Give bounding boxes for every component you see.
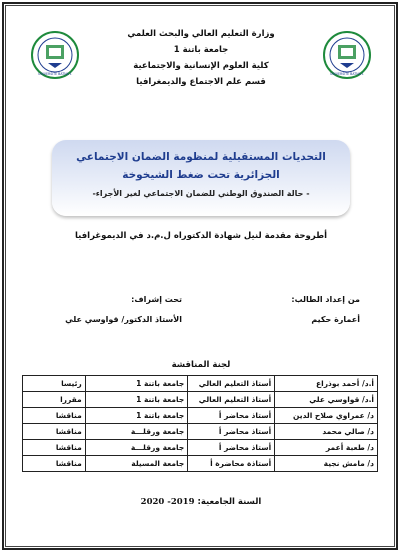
academic-year	[0, 497, 402, 507]
academic-year-value: 2019- 2020	[140, 497, 195, 507]
supervisor-block	[65, 290, 182, 330]
logo-left-text: UNIVERSITE BATNA 1	[38, 72, 72, 76]
member-role: مناقشا	[23, 424, 86, 440]
student-label: من إعداد الطالب:	[291, 295, 360, 304]
thesis-title-line-1: التحديات المستقبلية لمنظومة الضمان الاجتماعي	[76, 151, 326, 163]
supervisor-name: الأستاذ الدكتور/ قواوسي علي	[65, 315, 182, 324]
member-role: رئيسا	[23, 376, 86, 392]
ministry-line: وزارة التعليم العالي والبحث العلمي	[127, 29, 275, 39]
member-university: جامعة ورقلـــة	[85, 440, 188, 456]
member-role: مقررا	[23, 392, 86, 408]
table-row	[23, 408, 378, 424]
faculty-line: كلية العلوم الإنسانية والاجتماعية	[133, 61, 269, 71]
member-rank: أستاذ محاضر أ	[188, 424, 275, 440]
thesis-subtitle: - حالة الصندوق الوطني للضمان الاجتماعي لغير الأجراء-	[92, 189, 310, 198]
member-name: أ.د/ قواوسي علي	[275, 392, 378, 408]
thesis-title-line-2: الجزائرية تحت ضغط الشيخوخة	[122, 169, 280, 181]
table-row	[23, 376, 378, 392]
committee-title: لجنة المناقشة	[171, 360, 231, 370]
member-name: د/ مامش نجية	[275, 456, 378, 472]
committee-table	[22, 375, 378, 472]
student-block	[291, 290, 360, 330]
member-role: مناقشا	[23, 408, 86, 424]
member-rank: أستاذ التعليم العالي	[188, 392, 275, 408]
table-row	[23, 456, 378, 472]
student-name: أعمارة حكيم	[311, 315, 360, 324]
academic-year-label: السنة الجامعية:	[197, 497, 262, 507]
member-rank: أستاذ محاضر أ	[188, 408, 275, 424]
table-row	[23, 392, 378, 408]
member-name: د/ عمراوي صلاح الدين	[275, 408, 378, 424]
department-line: قسم علم الاجتماع والديمغرافيا	[136, 77, 266, 87]
member-university: جامعة باتنة 1	[85, 376, 188, 392]
table-row	[23, 424, 378, 440]
member-role: مناقشا	[23, 440, 86, 456]
thesis-degree-note: أطروحة مقدمة لنيل شهادة الدكتوراه ل.م.د في الديموغرافيا	[74, 231, 328, 241]
university-line: جامعة باتنة 1	[173, 45, 229, 55]
member-rank: أستاذ التعليم العالي	[188, 376, 275, 392]
author-supervisor-section	[0, 290, 402, 330]
member-name: أ.د/ أحمد بوذراع	[275, 376, 378, 392]
table-row	[23, 440, 378, 456]
logo-right-text: UNIVERSITE BATNA 1	[330, 72, 364, 76]
institution-header	[0, 26, 402, 90]
member-name: د/ صالي محمد	[275, 424, 378, 440]
supervisor-label: تحت إشراف:	[131, 295, 182, 304]
member-rank: أستاذة محاضرة أ	[188, 456, 275, 472]
thesis-title-box	[52, 140, 350, 216]
member-name: د/ طعبة أعمر	[275, 440, 378, 456]
member-university: جامعة باتنة 1	[85, 408, 188, 424]
member-role: مناقشا	[23, 456, 86, 472]
member-university: جامعة باتنة 1	[85, 392, 188, 408]
member-university: جامعة ورقلـــة	[85, 424, 188, 440]
member-rank: أستاذ محاضر أ	[188, 440, 275, 456]
member-university: جامعة المسيلة	[85, 456, 188, 472]
